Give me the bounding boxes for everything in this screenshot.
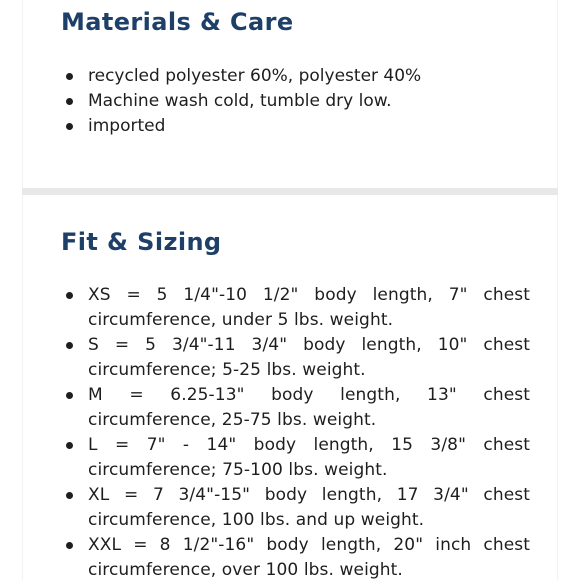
panel-edge-right [557,0,558,580]
list-item [64,433,530,483]
materials-care-heading: Materials & Care [61,8,294,36]
bullet-icon [66,492,73,499]
list-item-text: imported [88,116,166,136]
bullet-icon [66,442,73,449]
list-item-text: recycled polyester 60%, polyester 40% [88,66,422,86]
bullet-icon [66,542,73,549]
list-item [64,283,530,333]
section-divider [22,188,558,195]
bullet-icon [66,73,73,80]
bullet-icon [66,123,73,130]
bullet-icon [66,342,73,349]
fit-sizing-heading: Fit & Sizing [61,228,222,256]
list-item-text: XS = 5 1/4"-10 1/2" body length, 7" chest circumference, under 5 lbs. weight. [88,285,530,330]
list-item-text: XXL = 8 1/2"-16" body length, 20" inch chest circumference, over 100 lbs. weight. [88,535,530,580]
bullet-icon [66,392,73,399]
list-item [64,333,530,383]
list-item-text: M = 6.25-13" body length, 13" chest circumference, 25-75 lbs. weight. [88,385,530,430]
bullet-icon [66,98,73,105]
list-item [64,533,530,583]
list-item [64,89,530,114]
list-item [64,64,530,89]
list-item-text: L = 7" - 14" body length, 15 3/8" chest circumference; 75-100 lbs. weight. [88,435,530,480]
list-item-text: XL = 7 3/4"-15" body length, 17 3/4" chest circumference, 100 lbs. and up weight. [88,485,530,530]
list-item [64,383,530,433]
list-item-text: Machine wash cold, tumble dry low. [88,91,392,111]
panel-edge-left [22,0,23,580]
bullet-icon [66,292,73,299]
list-item [64,114,530,139]
materials-care-list [64,64,530,139]
fit-sizing-list [64,283,530,583]
list-item-text: S = 5 3/4"-11 3/4" body length, 10" chest circumference; 5-25 lbs. weight. [88,335,530,380]
list-item [64,483,530,533]
